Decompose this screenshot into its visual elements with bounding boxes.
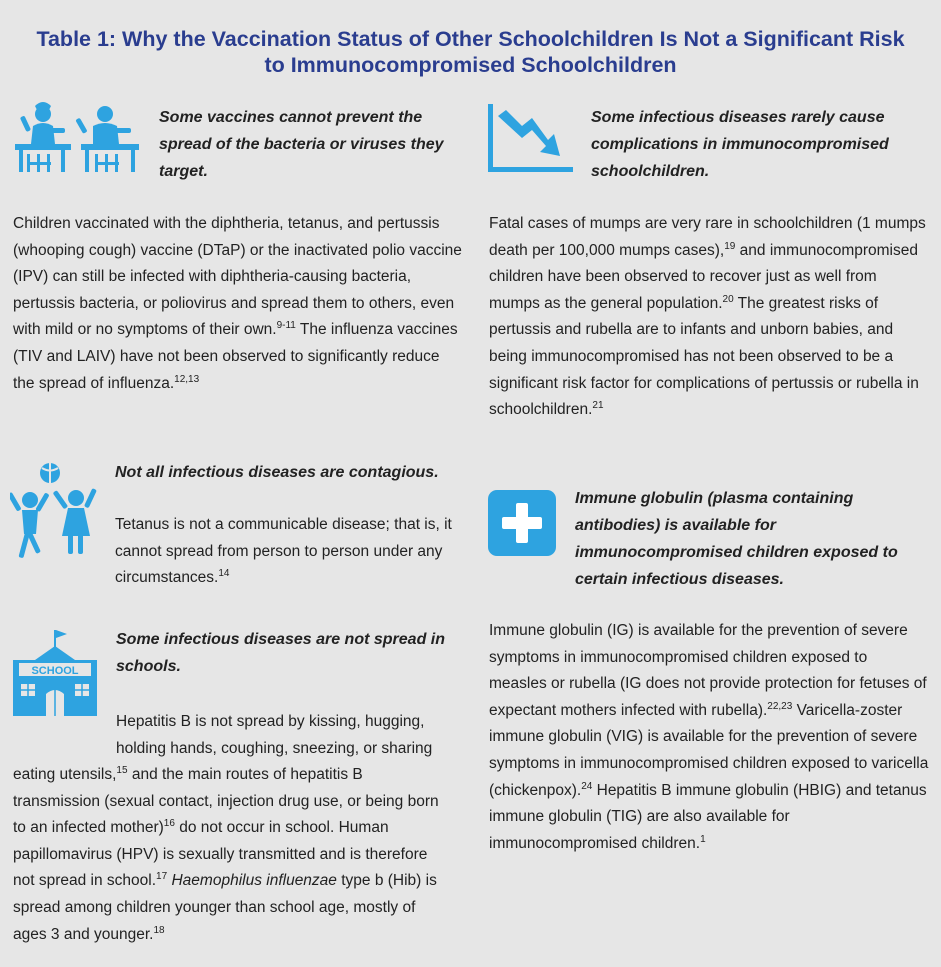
reference: 15 xyxy=(116,764,128,776)
reference: 21 xyxy=(592,400,604,411)
title-line-2: to Immunocompromised Schoolchildren xyxy=(264,53,677,77)
reference: 22,23 xyxy=(767,700,793,712)
page-title xyxy=(0,26,941,78)
body-text: eating utensils, xyxy=(13,766,117,783)
section-body-schools xyxy=(13,762,453,948)
declining-trend-icon xyxy=(488,104,573,172)
reference: 16 xyxy=(163,818,175,830)
organism-name: Haemophilus influenzae xyxy=(171,872,337,890)
body-text: type b (Hib) is spread among children younger than school age, mostly of ages 3 and younger. xyxy=(13,872,437,943)
body-text: Hepatitis B immune globulin (HBIG) and tetanus immune globulin (TIG) are also available for immunocompromised children. xyxy=(489,781,927,852)
body-text: Varicella-zoster immune globulin (VIG) is available for the prevention of severe symptoms in immunocompromised children exposed to varicella (chickenpox). xyxy=(489,701,929,799)
school-sign-label: SCHOOL xyxy=(31,665,79,677)
reference: 24 xyxy=(581,780,593,792)
reference: 14 xyxy=(218,568,230,580)
body-text: The influenza vaccines (TIV and LAIV) have not been observed to significantly reduce the spread of influenza. xyxy=(13,321,458,392)
body-text: Children vaccinated with the diphtheria, tetanus, and pertussis (whooping cough) vaccine (DTaP) or the inactivated polio vaccine (IPV) can still be infected with diphtheria-causing bacteria, pertussis bacteria, or poliovirus and spread them to others, even with mild or no symptoms of their own. xyxy=(13,215,462,339)
reference: 19 xyxy=(724,240,736,252)
section-heading-schools: Some infectious diseases are not spread in schools. xyxy=(116,631,445,675)
section-heading-contagious: Not all infectious diseases are contagious. xyxy=(115,464,439,481)
section-heading-vaccines: Some vaccines cannot prevent the spread of the bacteria or viruses they target. xyxy=(159,109,444,180)
reference: 20 xyxy=(722,293,734,305)
body-text: Tetanus is not a communicable disease; that is, it cannot spread from person to person under any circumstances. xyxy=(115,516,452,587)
section-body-globulin xyxy=(489,618,929,857)
section-heading-globulin: Immune globulin (plasma containing antibodies) is available for immunocompromised children exposed to certain infectious diseases. xyxy=(575,490,898,588)
title-line-1: Table 1: Why the Vaccination Status of Other Schoolchildren Is Not a Significant Risk xyxy=(36,27,905,51)
body-text: The greatest risks of pertussis and rubella are to infants and unborn babies, and being immunocompromised has not been observed to be a significant risk factor for complications of pertussis or rubella in schoolchildren. xyxy=(489,294,919,419)
body-text: do not occur in school. Human papillomavirus (HPV) is sexually transmitted and is therefore not spread in school. xyxy=(13,819,428,890)
reference: 12,13 xyxy=(174,373,200,385)
section-heading-complications: Some infectious diseases rarely cause complications in immunocompromised schoolchildren. xyxy=(591,109,889,180)
reference: 17 xyxy=(156,871,168,883)
reference: 1 xyxy=(700,833,706,845)
body-text: and immunocompromised children have been observed to recover just as well from mumps as the general population. xyxy=(489,241,918,312)
section-body-vaccines xyxy=(13,211,463,397)
reference: 18 xyxy=(153,924,165,936)
school-building-icon xyxy=(13,628,97,716)
body-text: Fatal cases of mumps are very rare in schoolchildren (1 mumps death per 100,000 mumps cases), xyxy=(489,215,926,259)
children-at-desks-icon xyxy=(13,100,143,175)
reference: 9-11 xyxy=(276,320,296,332)
section-body-schools-intro: Hepatitis B is not spread by kissing, hugging, holding hands, coughing, sneezing, or sharing xyxy=(116,713,433,757)
medical-cross-icon xyxy=(488,490,556,556)
section-body-contagious xyxy=(115,512,455,592)
body-text: and the main routes of hepatitis B transmission (sexual contact, injection drug use, or being born to an infected mother) xyxy=(13,766,439,837)
body-text: Immune globulin (IG) is available for the prevention of severe symptoms in immunocompromised children exposed to measles or rubella (IG does not provide protection for fetuses of expectant mothers infected with rubella). xyxy=(489,622,927,719)
section-body-complications xyxy=(489,211,931,424)
playing-children-icon xyxy=(10,462,100,562)
